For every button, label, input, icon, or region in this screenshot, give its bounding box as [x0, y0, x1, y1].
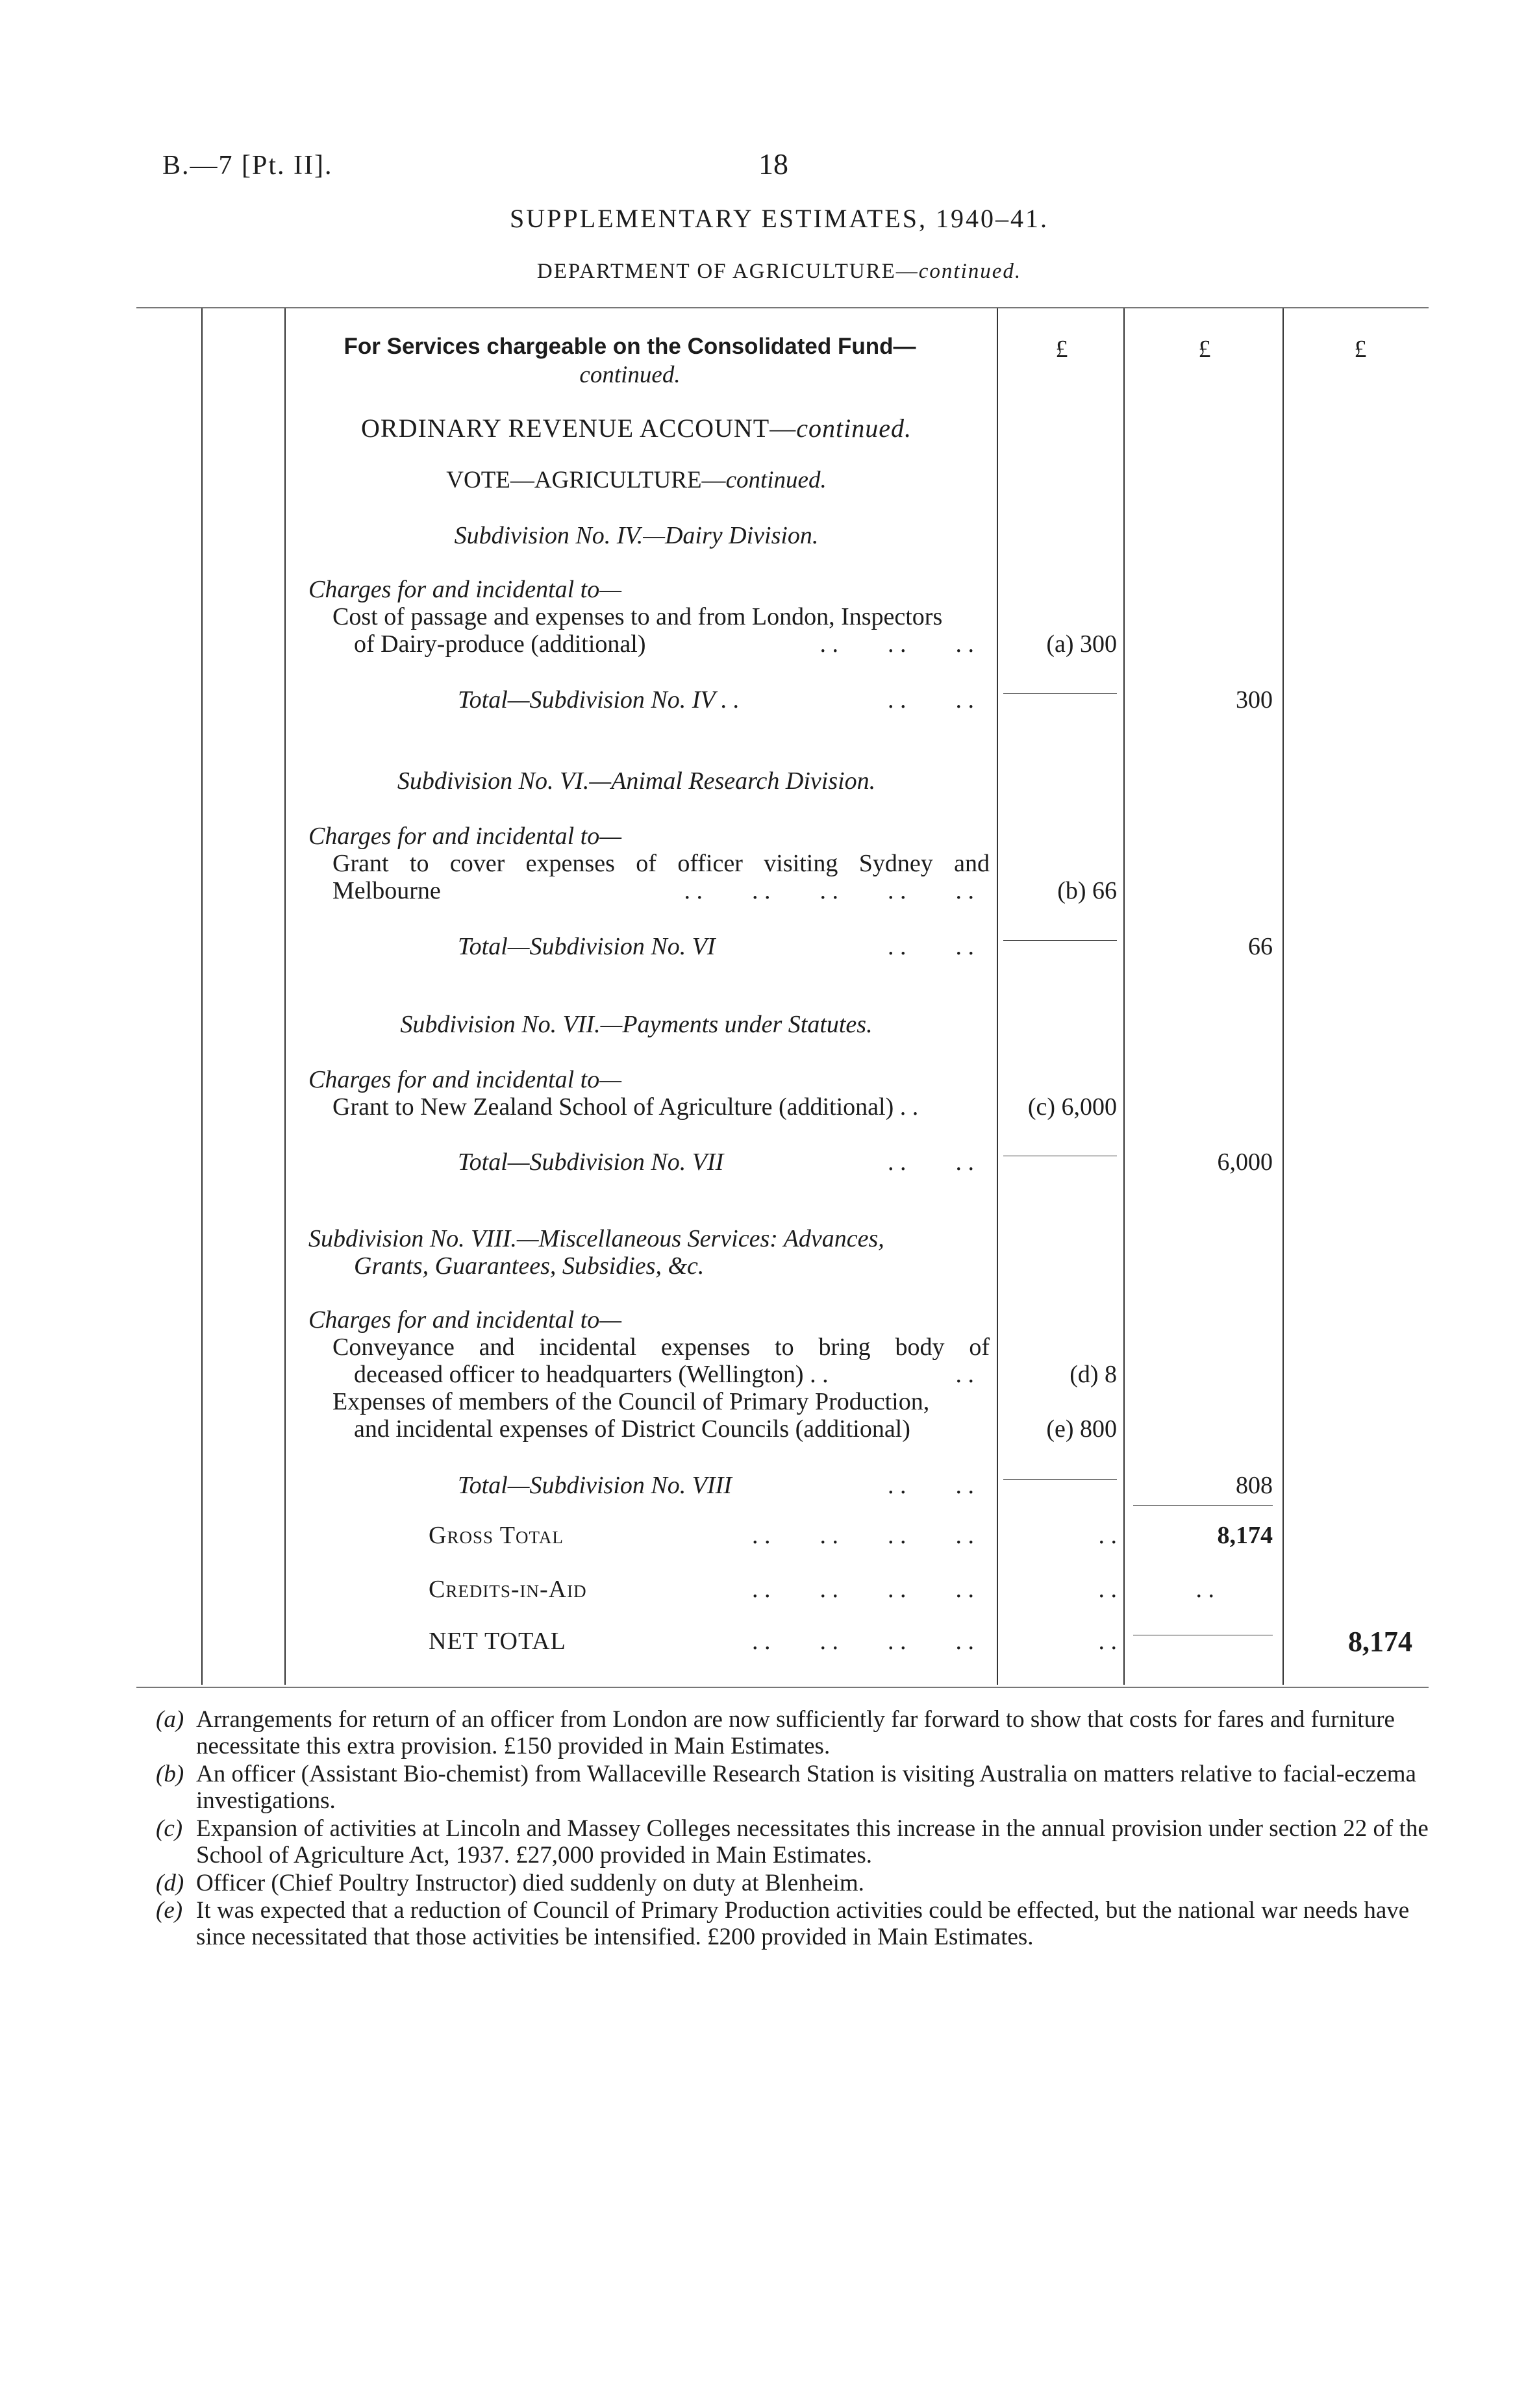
gross-total: 8,174 [1217, 1522, 1273, 1549]
subdivision-4-total-rule [1003, 693, 1117, 694]
subdivision-8-item-1-line-1: Conveyance and incidental expenses to bring body of [332, 1334, 990, 1361]
footnote-c-label: (c) [156, 1815, 183, 1842]
table-heading-continued: continued. [579, 362, 681, 388]
subdivision-4-total-label: Total—Subdivision No. IV . . [458, 686, 740, 714]
subdivision-6-item-leaders: . . . . . . . . . . [684, 877, 974, 904]
subdivision-4-title: Subdivision No. IV.—Dairy Division. [454, 522, 819, 549]
subdivision-8-title-line-2: Grants, Guarantees, Subsidies, &c. [354, 1252, 705, 1280]
currency-col-1: £ [1055, 336, 1068, 363]
subdivision-8-total-rule [1003, 1479, 1117, 1480]
vote-heading [305, 467, 968, 494]
subdivision-8-item-2-line-1: Expenses of members of the Council of Primary Production, [332, 1388, 930, 1415]
footnote-d [156, 1870, 1435, 1899]
subdivision-8-item-1-leaders: . . [955, 1361, 974, 1388]
subdivision-4-item-amount: (a) 300 [1046, 630, 1117, 658]
footnote-e-label: (e) [156, 1897, 183, 1924]
column-rule-2 [1123, 308, 1125, 1685]
gross-total-label: Gross Total [429, 1522, 564, 1549]
subdivision-6-item-amount: (b) 66 [1057, 877, 1117, 904]
subdivision-7-title: Subdivision No. VII.—Payments under Statutes. [400, 1011, 873, 1038]
subdivision-8-total: 808 [1236, 1472, 1273, 1499]
footnote-e-text: It was expected that a reduction of Council of Primary Production activities could be effected, but the national war needs have since necessitated that those activities be intensified. £200 provided in Main Estimates. [196, 1897, 1410, 1951]
subdivision-6-total: 66 [1248, 933, 1273, 960]
footnote-d-text: Officer (Chief Poultry Instructor) died suddenly on duty at Blenheim. [196, 1870, 864, 1896]
subdivision-8-total-label: Total—Subdivision No. VIII [458, 1472, 732, 1499]
net-total-leaders: . . . . . . . . [752, 1628, 974, 1655]
account-continued: continued. [796, 414, 912, 443]
footnote-c [156, 1815, 1435, 1874]
column-rule-left-2 [284, 308, 286, 1685]
footnote-a-label: (a) [156, 1706, 184, 1733]
subdivision-8-item-1-amount: (d) 8 [1069, 1361, 1117, 1388]
credits-in-aid-col-1: . . [1098, 1576, 1117, 1603]
gross-total-rule [1133, 1505, 1273, 1506]
credits-in-aid-leaders: . . . . . . . . [752, 1576, 974, 1603]
subdivision-4-total-leaders: . . . . [888, 686, 974, 714]
subdivision-4-item-line-2: of Dairy-produce (additional) [354, 630, 646, 658]
subdivision-7-item-line-1: Grant to New Zealand School of Agriculture (additional) . . [332, 1093, 919, 1121]
credits-in-aid-label: Credits-in-Aid [429, 1576, 587, 1603]
page-number: 18 [758, 147, 788, 180]
footnote-b-text: An officer (Assistant Bio-chemist) from Wallaceville Research Station is visiting Australia on matters relative to facial-eczema investigations. [196, 1761, 1416, 1815]
gross-total-leaders: . . . . . . . . [752, 1522, 974, 1549]
subdivision-8-total-leaders: . . . . [888, 1472, 974, 1499]
vote-continued: continued. [725, 467, 827, 493]
net-total-label: NET TOTAL [429, 1628, 566, 1655]
column-rule-3 [1282, 308, 1284, 1685]
footnote-d-label: (d) [156, 1870, 184, 1896]
column-rule-left-1 [201, 308, 203, 1685]
subdivision-8-charges-label: Charges for and incidental to— [308, 1306, 622, 1334]
department-continued: continued. [918, 260, 1022, 283]
currency-col-3: £ [1354, 336, 1367, 363]
net-total: 8,174 [1348, 1626, 1412, 1657]
credits-in-aid-col-2: . . [1195, 1576, 1214, 1603]
subdivision-4-total: 300 [1236, 686, 1273, 714]
footnote-a [156, 1706, 1435, 1765]
footnote-b-label: (b) [156, 1761, 184, 1787]
subdivision-7-item-amount: (c) 6,000 [1027, 1093, 1117, 1121]
table-heading: For Services chargeable on the Consolidated Fund— [344, 334, 916, 359]
subdivision-6-charges-label: Charges for and incidental to— [308, 823, 622, 850]
department-name: DEPARTMENT OF AGRICULTURE— [536, 260, 919, 283]
column-rule-1 [997, 308, 998, 1685]
footnote-c-text: Expansion of activities at Lincoln and Massey Colleges necessitates this increase in the annual provision under section 22 of the School of Agriculture Act, 1937. £27,000 provided in Main Estimates. [196, 1815, 1429, 1869]
footnote-b [156, 1761, 1435, 1819]
subdivision-8-item-2-amount: (e) 800 [1046, 1415, 1117, 1443]
subdivision-7-charges-label: Charges for and incidental to— [308, 1066, 622, 1093]
table-top-rule [136, 307, 1429, 308]
table-bottom-rule [136, 1687, 1429, 1688]
subdivision-6-title: Subdivision No. VI.—Animal Research Division. [397, 767, 876, 795]
footnote-e [156, 1897, 1435, 1955]
subdivision-8-item-2-line-2: and incidental expenses of District Councils (additional) [354, 1415, 910, 1443]
subdivision-4-item-leaders: . . . . . . [819, 630, 974, 658]
subdivision-6-total-label: Total—Subdivision No. VI [458, 933, 716, 960]
gross-total-col-1: . . [1098, 1522, 1117, 1549]
department-heading [390, 260, 1169, 283]
subdivision-6-item-line-1: Grant to cover expenses of officer visiting Sydney and [332, 850, 990, 877]
subdivision-7-total: 6,000 [1217, 1148, 1273, 1176]
subdivision-6-total-rule [1003, 940, 1117, 941]
document-reference: B.—7 [Pt. II]. [162, 151, 333, 180]
footnote-a-text: Arrangements for return of an officer from London are now sufficiently far forward to show that costs for fares and furniture necessitate this extra provision. £150 provided in Main Estimates. [196, 1706, 1395, 1760]
subdivision-7-total-label: Total—Subdivision No. VII [458, 1148, 724, 1176]
currency-col-2: £ [1198, 336, 1211, 363]
subdivision-6-item-line-2: Melbourne [332, 877, 441, 904]
account-name: ORDINARY REVENUE ACCOUNT— [361, 414, 797, 443]
subdivision-4-item-line-1: Cost of passage and expenses to and from London, Inspectors [332, 603, 943, 630]
account-heading [305, 414, 968, 443]
net-total-col-1: . . [1098, 1628, 1117, 1655]
subdivision-8-item-1-line-2: deceased officer to headquarters (Wellington) . . [354, 1361, 829, 1388]
subdivision-8-title-line-1: Subdivision No. VIII.—Miscellaneous Services: Advances, [308, 1225, 884, 1252]
subdivision-6-total-leaders: . . . . [888, 933, 974, 960]
page-title: SUPPLEMENTARY ESTIMATES, 1940–41. [510, 204, 1049, 233]
subdivision-4-charges-label: Charges for and incidental to— [308, 576, 622, 603]
subdivision-7-total-leaders: . . . . [888, 1148, 974, 1176]
vote-name: VOTE—AGRICULTURE— [446, 467, 726, 493]
